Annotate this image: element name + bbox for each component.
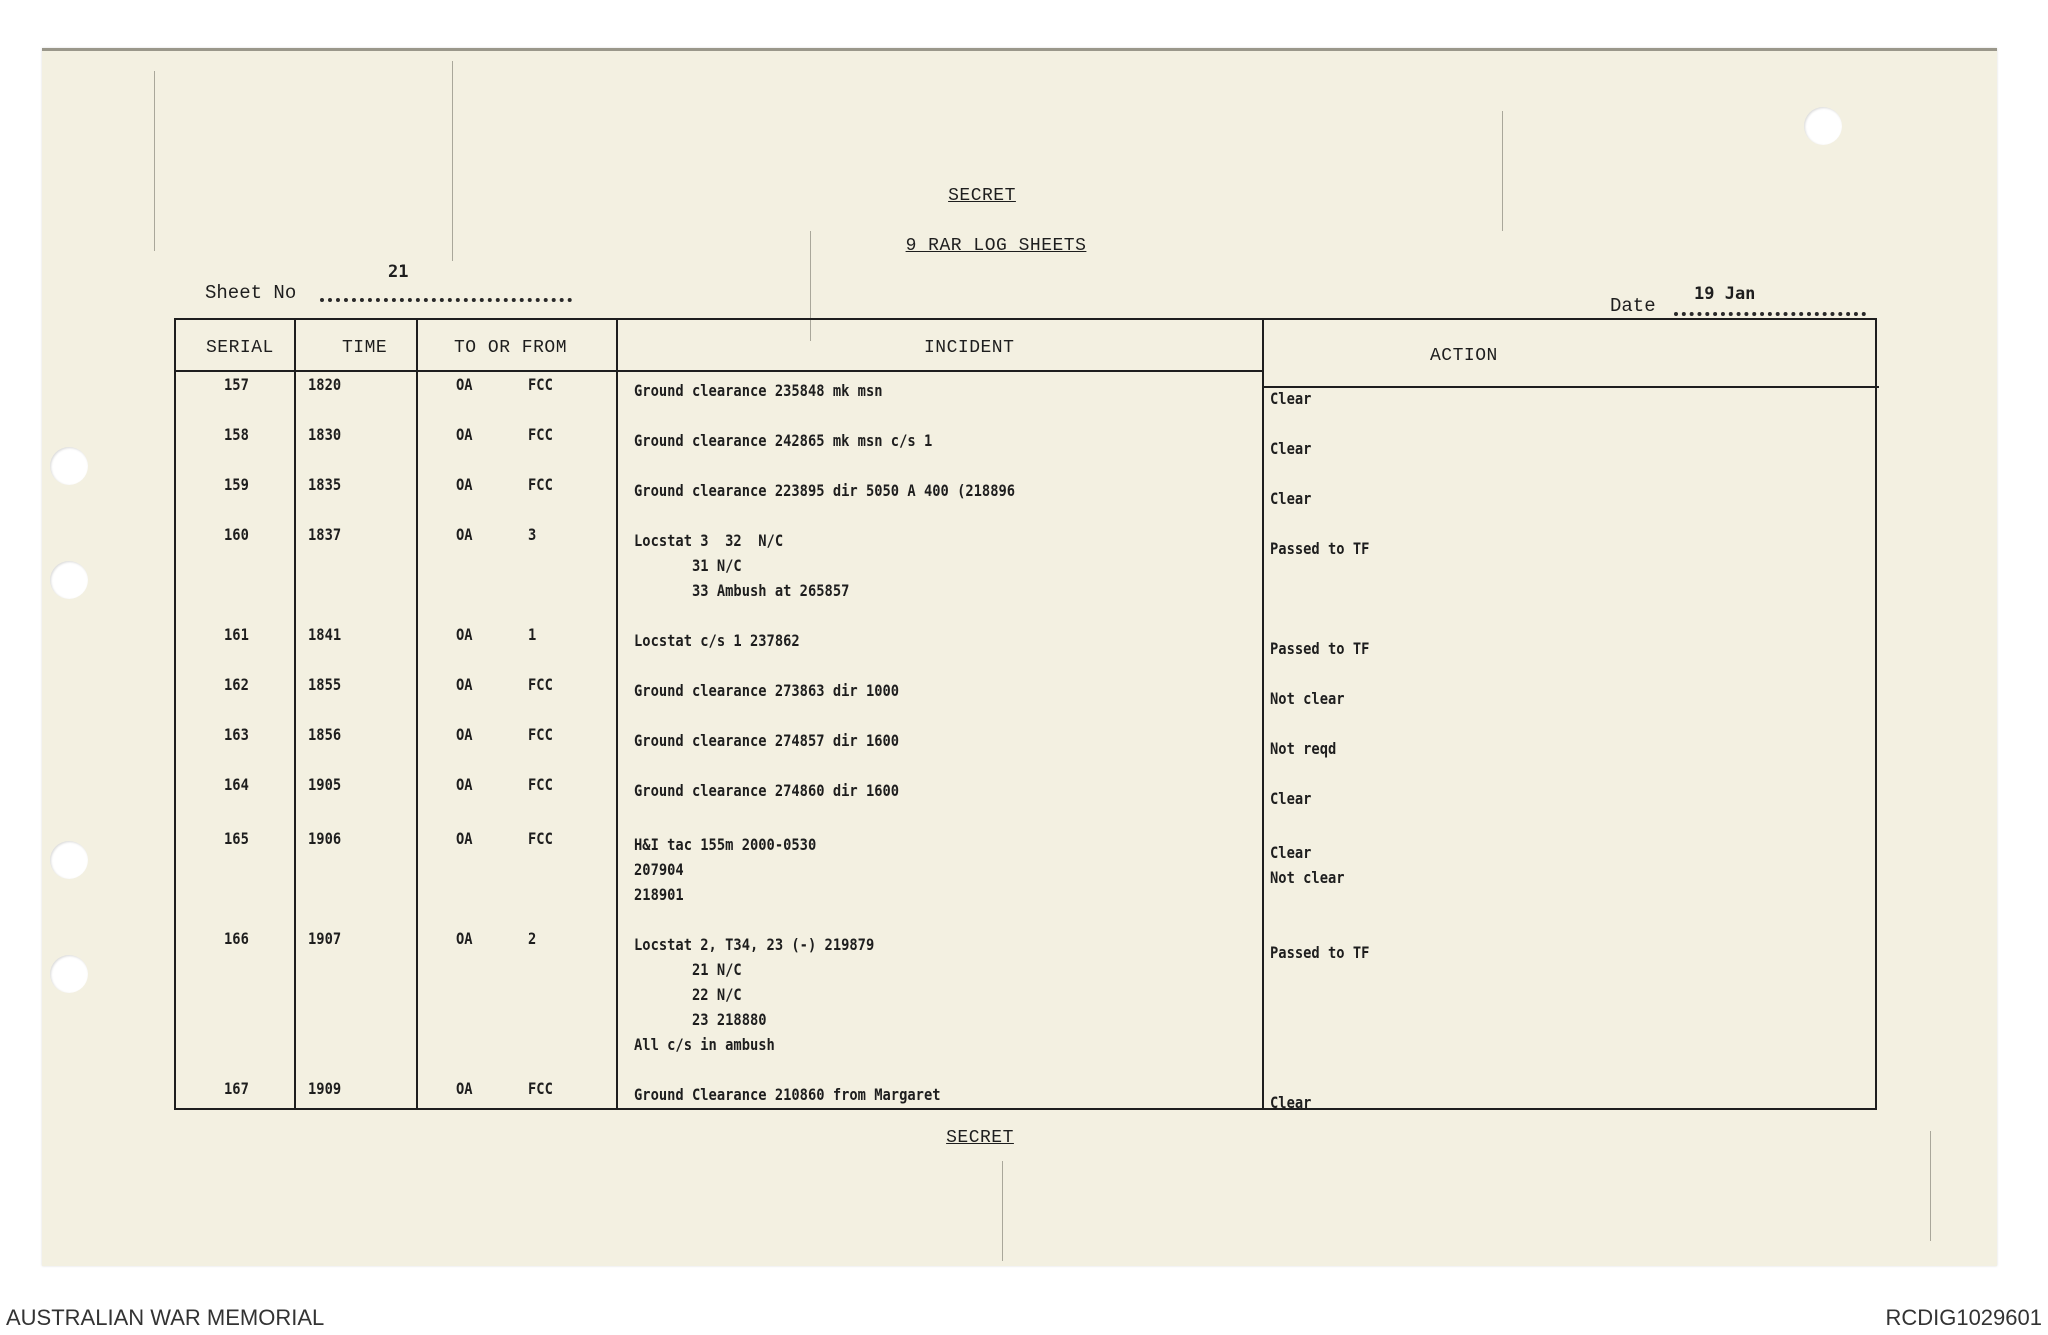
punch-hole (1804, 107, 1842, 145)
incident-cell: Ground clearance 223895 dir 5050 A 400 (218896 (634, 481, 1016, 500)
date-dots (1674, 312, 1866, 316)
to-cell: OA (456, 775, 473, 794)
sheet-no-dots (320, 298, 572, 302)
date-value: 19 Jan (1694, 284, 1756, 304)
incident-cell: Locstat c/s 1 237862 (634, 631, 800, 650)
incident-cell: Ground clearance 242865 mk msn c/s 1 (634, 431, 933, 450)
paper-crease (452, 61, 453, 261)
action-cell: Passed to TF (1270, 943, 1370, 962)
sheet-no-value: 21 (388, 262, 409, 282)
to-cell: OA (456, 929, 473, 948)
from-cell: FCC (528, 775, 553, 794)
serial-cell: 163 (224, 725, 249, 744)
to-cell: OA (456, 1079, 473, 1098)
serial-cell: 157 (224, 375, 249, 394)
incident-cell: Ground Clearance 210860 from Margaret (634, 1085, 941, 1104)
column-divider (416, 320, 418, 1108)
incident-cell: Locstat 3 32 N/C 31 N/C 33 Ambush at 265857 (634, 531, 850, 600)
action-cell: Clear (1270, 1093, 1312, 1112)
serial-cell: 165 (224, 829, 249, 848)
from-cell: FCC (528, 829, 553, 848)
paper-crease (1502, 111, 1503, 231)
document-title: 9 RAR LOG SHEETS (905, 236, 1087, 256)
to-cell: OA (456, 625, 473, 644)
time-cell: 1837 (308, 525, 342, 544)
time-cell: 1906 (308, 829, 342, 848)
footer-id: RCDIG1029601 (1885, 1305, 2042, 1330)
to-cell: OA (456, 375, 473, 394)
action-cell: Clear Not clear (1270, 843, 1345, 887)
column-divider (1262, 320, 1264, 1108)
action-cell: Passed to TF (1270, 539, 1370, 558)
from-cell: 3 (528, 525, 537, 544)
to-cell: OA (456, 425, 473, 444)
paper-crease (154, 71, 155, 251)
from-cell: FCC (528, 425, 553, 444)
time-cell: 1841 (308, 625, 342, 644)
to-cell: OA (456, 725, 473, 744)
sheet-no-label: Sheet No (205, 282, 297, 304)
action-cell: Clear (1270, 439, 1312, 458)
serial-cell: 166 (224, 929, 249, 948)
to-cell: OA (456, 475, 473, 494)
punch-hole (50, 561, 88, 599)
header-action: ACTION (1430, 346, 1498, 366)
serial-cell: 161 (224, 625, 249, 644)
incident-cell: Ground clearance 274860 dir 1600 (634, 781, 900, 800)
header-serial: SERIAL (206, 338, 274, 358)
column-divider (294, 320, 296, 1108)
serial-cell: 162 (224, 675, 249, 694)
log-table (174, 318, 1877, 1110)
punch-hole (50, 447, 88, 485)
header-underline (1262, 386, 1879, 388)
from-cell: FCC (528, 725, 553, 744)
serial-cell: 160 (224, 525, 249, 544)
time-cell: 1909 (308, 1079, 342, 1098)
to-cell: OA (456, 675, 473, 694)
serial-cell: 158 (224, 425, 249, 444)
time-cell: 1905 (308, 775, 342, 794)
action-cell: Clear (1270, 489, 1312, 508)
serial-cell: 164 (224, 775, 249, 794)
to-cell: OA (456, 525, 473, 544)
incident-cell: Ground clearance 273863 dir 1000 (634, 681, 900, 700)
classification-top: SECRET (948, 186, 1016, 206)
time-cell: 1855 (308, 675, 342, 694)
action-cell: Passed to TF (1270, 639, 1370, 658)
from-cell: 1 (528, 625, 537, 644)
punch-hole (50, 841, 88, 879)
incident-cell: Ground clearance 235848 mk msn (634, 381, 883, 400)
classification-bottom: SECRET (946, 1128, 1014, 1148)
from-cell: 2 (528, 929, 537, 948)
from-cell: FCC (528, 475, 553, 494)
punch-hole (50, 955, 88, 993)
column-divider (616, 320, 618, 1108)
paper-crease (1002, 1161, 1003, 1261)
time-cell: 1856 (308, 725, 342, 744)
time-cell: 1820 (308, 375, 342, 394)
action-cell: Clear (1270, 389, 1312, 408)
time-cell: 1830 (308, 425, 342, 444)
from-cell: FCC (528, 1079, 553, 1098)
action-cell: Not clear (1270, 689, 1345, 708)
action-cell: Clear (1270, 789, 1312, 808)
action-cell: Not reqd (1270, 739, 1337, 758)
serial-cell: 159 (224, 475, 249, 494)
to-cell: OA (456, 829, 473, 848)
header-time: TIME (342, 338, 388, 358)
time-cell: 1835 (308, 475, 342, 494)
date-label: Date (1610, 295, 1656, 317)
header-incident: INCIDENT (924, 338, 1015, 358)
from-cell: FCC (528, 675, 553, 694)
incident-cell: H&I tac 155m 2000-0530 207904 218901 (634, 835, 817, 904)
incident-cell: Locstat 2, T34, 23 (-) 219879 21 N/C 22 N/C 23 218880 All c/s in ambush (634, 935, 875, 1054)
header-to-or-from: TO OR FROM (454, 338, 568, 358)
from-cell: FCC (528, 375, 553, 394)
incident-cell: Ground clearance 274857 dir 1600 (634, 731, 900, 750)
serial-cell: 167 (224, 1079, 249, 1098)
time-cell: 1907 (308, 929, 342, 948)
footer-source: AUSTRALIAN WAR MEMORIAL (6, 1305, 325, 1330)
